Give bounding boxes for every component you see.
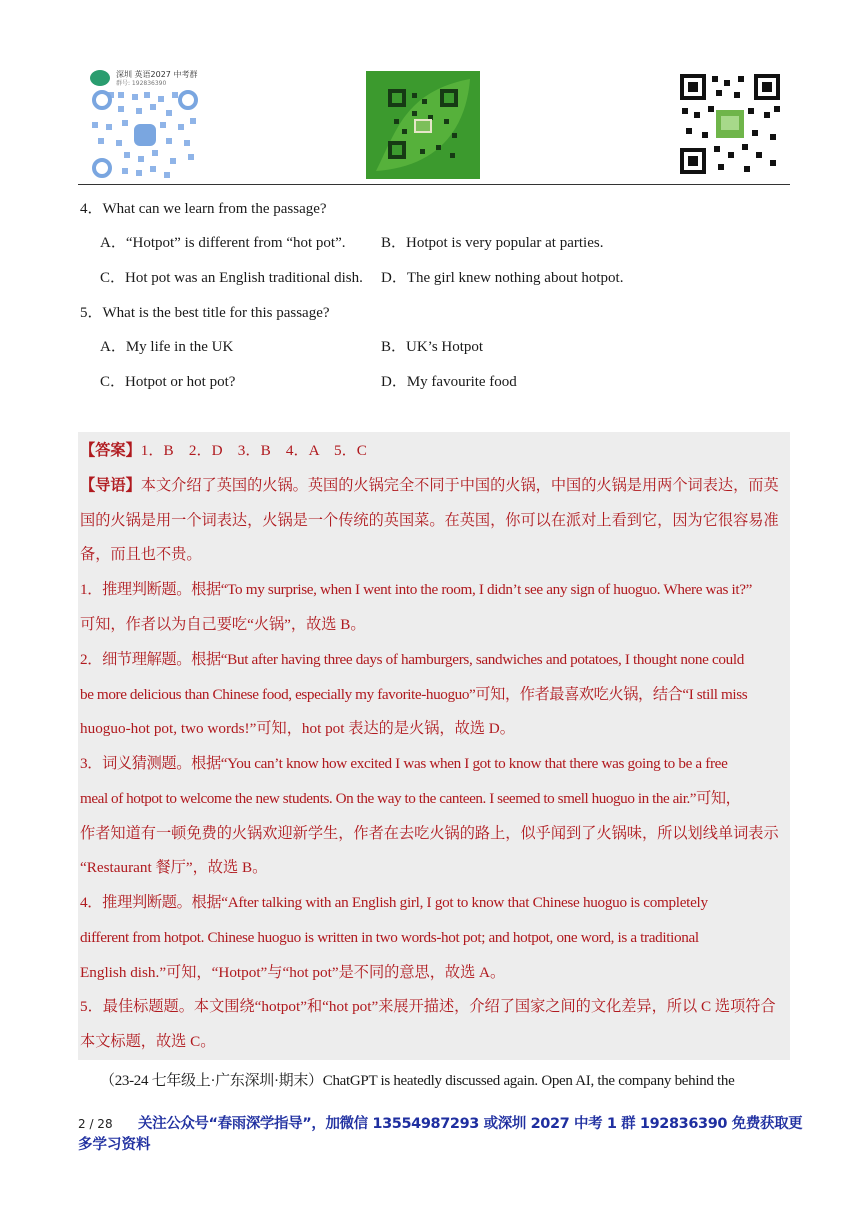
explanation-line: 本文介绍了英国的火锅。英国的火锅完全不同于中国的火锅，中国的火锅是用两个词表达，而英 bbox=[140, 477, 779, 494]
explanation-line: 本文标题，故选 C。 bbox=[80, 1033, 216, 1050]
header-divider bbox=[78, 184, 790, 185]
explanation-line: different from hotpot. Chinese huoguo is written in two words-hot pot; and hotpot, one word, is a traditional bbox=[80, 929, 699, 946]
guide-line bbox=[80, 477, 779, 495]
explanation-line: 备，而且也不贵。 bbox=[80, 546, 202, 563]
wechat-logo-icon bbox=[90, 70, 110, 86]
qr-code-group-card bbox=[88, 68, 202, 180]
question-4-option-c: C．Hot pot was an English traditional dish. bbox=[100, 270, 363, 286]
question-4-stem: 4．What can we learn from the passage? bbox=[80, 201, 327, 217]
explanation-line: 4．推理判断题。根据“After talking with an English girl, I got to know that Chinese huoguo is completely bbox=[80, 894, 708, 911]
question-5-option-b: B．UK’s Hotpot bbox=[381, 339, 484, 355]
question-5-option-a: A．My life in the UK bbox=[100, 339, 234, 355]
explanation-line: 国的火锅是用一个词表达，火锅是一个传统的英国菜。在英国，你可以在派对上看到它，因为它很容易准 bbox=[80, 512, 779, 529]
qr-code-icon bbox=[88, 88, 202, 180]
footer-promo-line-1: 关注公众号“春雨深学指导”，加微信 13554987293 或深圳 2027 中考 1 群 192836390 免费获取更 bbox=[138, 1116, 803, 1132]
answer-line bbox=[80, 442, 367, 460]
question-4-option-b: B．Hotpot is very popular at parties. bbox=[381, 235, 604, 251]
guide-tag: 【导语】 bbox=[80, 477, 141, 494]
explanation-line: English dish.”可知，“Hotpot”与“hot pot”是不同的意思，故选 A。 bbox=[80, 964, 506, 981]
explanation-line: 1．推理判断题。根据“To my surprise, when I went into the room, I didn’t see any sign of huoguo. Where was it?” bbox=[80, 581, 753, 598]
explanation-line: 作者知道有一顿免费的火锅欢迎新学生，作者在去吃火锅的路上，似乎闻到了火锅味，所以划线单词表示 bbox=[80, 825, 779, 842]
answer-key: 1．B 2．D 3．B 4．A 5．C bbox=[140, 442, 367, 459]
explanation-line: 2．细节理解题。根据“But after having three days of hamburgers, sandwiches and potatoes, I thought none could bbox=[80, 651, 744, 668]
explanation-line: 5．最佳标题题。本文围绕“hotpot”和“hot pot”来展开描述，介绍了国家之间的文化差异，所以 C 选项符合 bbox=[80, 998, 776, 1015]
answer-tag: 【答案】 bbox=[80, 442, 141, 459]
explanation-line: meal of hotpot to welcome the new students. On the way to the canteen. I seemed to smell huoguo in the air.”可知， bbox=[80, 790, 741, 807]
explanation-line: 3．词义猜测题。根据“You can’t know how excited I was when I got to know that there was going to be a free bbox=[80, 755, 728, 772]
qr-code-icon-right bbox=[678, 72, 782, 176]
question-5-stem: 5．What is the best title for this passage? bbox=[80, 305, 330, 321]
explanation-line: be more delicious than Chinese food, especially my favorite-huoguo”可知，作者最喜欢吃火锅，结合“I still miss bbox=[80, 686, 748, 703]
page-number: 2 / 28 bbox=[78, 1117, 113, 1131]
explanation-line: “Restaurant 餐厅”，故选 B。 bbox=[80, 859, 268, 876]
question-5-option-d: D．My favourite food bbox=[381, 374, 517, 390]
question-4-option-a: A．“Hotpot” is different from “hot pot”. bbox=[100, 235, 346, 251]
qr-card-subtitle: 群号: 192836390 bbox=[116, 80, 167, 87]
question-4-option-d: D．The girl knew nothing about hotpot. bbox=[381, 270, 624, 286]
qr-card-header bbox=[88, 68, 202, 86]
explanation-line: 可知，作者以为自己要吃“火锅”，故选 B。 bbox=[80, 616, 366, 633]
next-passage-intro: （23-24 七年级上·广东深圳·期末）ChatGPT is heatedly discussed again. Open AI, the company behind the bbox=[100, 1073, 735, 1089]
green-qr-code-icon bbox=[366, 71, 480, 179]
question-5-option-c: C．Hotpot or hot pot? bbox=[100, 374, 236, 390]
qr-card-title: 深圳 英语2027 中考群 bbox=[116, 70, 198, 79]
footer-promo-line-2: 多学习资料 bbox=[78, 1137, 151, 1153]
explanation-line: huoguo-hot pot, two words!”可知，hot pot 表达的是火锅，故选 D。 bbox=[80, 720, 515, 737]
